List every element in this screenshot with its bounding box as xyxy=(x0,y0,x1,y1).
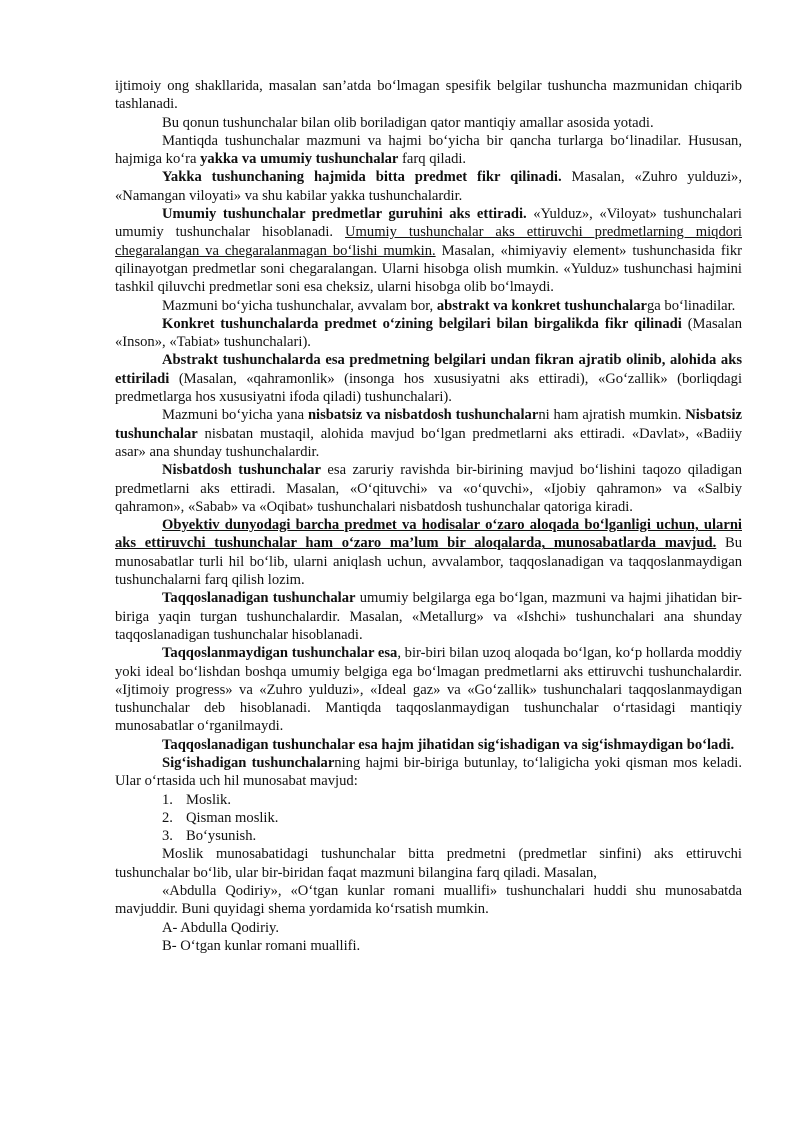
paragraph xyxy=(115,168,742,205)
list-item xyxy=(115,809,742,827)
paragraph xyxy=(115,754,742,791)
paragraph xyxy=(115,516,742,589)
numbered-list xyxy=(115,791,742,846)
text-run: Nisbatdosh tushunchalar xyxy=(162,462,321,479)
text-run: Umumiy tushunchalar aks ettiruvchi predmetlarning miqdori chegaralangan va chegaralanmagan bo‘lishi mumkin. xyxy=(115,224,742,259)
list-item-number: 1. xyxy=(162,791,173,808)
text-run: Mazmuni bo‘yicha tushunchalar, avvalam bor, xyxy=(162,297,437,314)
text-run: B- O‘tgan kunlar romani muallifi. xyxy=(162,937,361,954)
text-run: esa zaruriy ravishda bir-birining mavjud bo‘lishini taqozo qiladigan predmetlarni aks ettiradi. Masalan, «O‘qituvchi» va «o‘quvchi», «Ijobiy qahramon» va «Salbiy qahramon», «Sabab» va «Oqibat» tushunchalari nisbatdosh tushunchalar qatoriga kiradi. xyxy=(115,462,742,515)
paragraph xyxy=(115,315,742,352)
text-run: umumiy belgilarga ega bo‘lgan, mazmuni va hajmi jihatidan bir-biriga yaqin turgan tushunchalardir. Masalan, «Metallurg» va «Ishchi» tushunchalari ana shunday taqqoslanadigan tushunchalar hisoblanadi. xyxy=(115,590,742,643)
list-item-number: 2. xyxy=(162,809,173,826)
text-run: (Masalan «Inson», «Tabiat» tushunchalari). xyxy=(115,315,742,351)
paragraph xyxy=(115,351,742,406)
list-item-text: Moslik. xyxy=(186,791,232,808)
paragraph xyxy=(115,77,742,114)
text-run: Abstrakt tushunchalarda esa predmetning belgilari undan fikran ajratib olinib, alohida aks ettiriladi xyxy=(115,352,742,387)
text-run: nisbatan mustaqil, alohida mavjud bo‘lgan predmetlarni aks ettiradi. «Davlat», «Badiiy asar» ana shunday tushunchalardir. xyxy=(115,425,742,460)
text-run: A- Abdulla Qodiriy. xyxy=(162,919,280,936)
text-run: Bu qonun tushunchalar bilan olib boriladigan qator mantiqiy amallar asosida yotadi. xyxy=(162,114,654,131)
paragraphs-before-list xyxy=(115,77,742,791)
paragraph xyxy=(115,205,742,296)
text-run: «Yulduz», «Viloyat» tushunchalari umumiy tushunchalar hisoblanadi. xyxy=(115,206,742,241)
paragraph xyxy=(115,406,742,461)
paragraphs-after-list xyxy=(115,845,742,955)
paragraph xyxy=(115,919,742,937)
text-run: Masalan, «himiyaviy element» tushunchasida fikr qilinayotgan predmetlar soni chegaralangan. Ularni hisobga olish mumkin. «Yulduz» tushunchasi hajmini tashkil qiluvchi predmetlar soni esa cheksiz, ularni hisobga olib bo‘lmaydi. xyxy=(115,242,742,296)
document-body xyxy=(115,77,742,955)
paragraph xyxy=(115,114,742,132)
text-run: Mazmuni bo‘yicha yana xyxy=(162,407,308,424)
text-run: ning hajmi bir-biriga butunlay, to‘laligicha yoki qisman mos keladi. Ular o‘rtasida uch hil munosabat mavjud: xyxy=(115,754,742,790)
text-run: Masalan, «Zuhro yulduzi», «Namangan viloyati» va shu kabilar yakka tushunchalardir. xyxy=(115,169,742,204)
list-item-number: 3. xyxy=(162,828,173,845)
text-run: , bir-biri bilan uzoq aloqada bo‘lgan, ko‘p hollarda moddiy yoki ideal bo‘lishdan boshqa umumiy belgiga ega bo‘lmagan predmetlarni aks ettiruvchi tushunchalardir. «Ijtimoiy progress» va «Zuhro yulduzi», «Ideal gaz» va «Go‘zallik» tushunchalari taqqoslanmaydigan tushunchalar deb hisoblanadi. Mantiqda taqqoslanmaydigan tushunchalar o‘rtasidagi mantiqiy munosabatlar o‘rganilmaydi. xyxy=(115,645,742,735)
paragraph xyxy=(115,644,742,735)
text-run: Umumiy tushunchalar predmetlar guruhini aks ettiradi. xyxy=(162,206,527,223)
list-item-text: Bo‘ysunish. xyxy=(186,828,257,845)
paragraph xyxy=(115,882,742,919)
paragraph xyxy=(115,132,742,169)
text-run: Taqqoslanmaydigan tushunchalar esa xyxy=(162,645,398,662)
list-item xyxy=(115,791,742,809)
text-run: yakka va umumiy tushunchalar xyxy=(200,151,399,168)
paragraph xyxy=(115,589,742,644)
paragraph xyxy=(115,845,742,882)
text-run: ijtimoiy ong shakllarida, masalan san’atda bo‘lmagan spesifik belgilar tushuncha mazmunidan chiqarib tashlanadi. xyxy=(115,78,742,113)
text-run: Yakka tushunchaning hajmida bitta predmet fikr qilinadi. xyxy=(162,169,562,186)
text-run: abstrakt va konkret tushunchalar xyxy=(436,297,647,314)
text-run: Bu munosabatlar turli hil bo‘lib, ularni aniqlash uchun, avvalambor, taqqoslanadigan va taqqoslanmaydigan tushunchalarni farq qilish lozim. xyxy=(115,535,742,589)
text-run: nisbatsiz va nisbatdosh tushunchalar xyxy=(307,407,539,424)
text-run: Nisbatsiz tushunchalar xyxy=(115,407,743,442)
text-run: Obyektiv dunyodagi barcha predmet va hodisalar o‘zaro aloqada bo‘lganligi uchun, ularni aks ettiruvchi tushunchalar ham o‘zaro ma’lum bir aloqalarda, munosabatlarda mavjud. xyxy=(115,517,742,552)
paragraph xyxy=(115,297,742,315)
list-item-text: Qisman moslik. xyxy=(186,809,279,826)
text-run: (Masalan, «qahramonlik» (insonga hos xususiyatni aks ettiradi), «Go‘zallik» (borliqdagi predmetlarga hos xususiyatni ifoda qiladi) tushunchalari). xyxy=(115,370,742,406)
text-run: Sig‘ishadigan tushunchalar xyxy=(162,754,335,771)
text-run: Konkret tushunchalarda predmet o‘zining belgilari bilan birgalikda fikr qilinadi xyxy=(162,315,682,332)
text-run: Taqqoslanadigan tushunchalar esa hajm jihatidan sig‘ishadigan va sig‘ishmaydigan bo‘ladi. xyxy=(162,736,735,753)
list-item xyxy=(115,827,742,845)
text-run: Mantiqda tushunchalar mazmuni va hajmi bo‘yicha bir qancha turlarga bo‘linadilar. Hususan, hajmiga ko‘ra xyxy=(115,132,742,168)
text-run: farq qiladi. xyxy=(398,151,467,168)
paragraph xyxy=(115,461,742,516)
text-run: ga bo‘linadilar. xyxy=(646,297,736,314)
text-run: Taqqoslanadigan tushunchalar xyxy=(162,590,356,607)
text-run: ni ham ajratish mumkin. xyxy=(538,407,686,424)
paragraph xyxy=(115,736,742,754)
text-run: Moslik munosabatidagi tushunchalar bitta predmetni (predmetlar sinfini) aks ettiruvchi tushunchalar bo‘lib, ular bir-biridan faqat mazmuni bilangina farq qiladi. Masalan, xyxy=(115,846,742,881)
paragraph xyxy=(115,937,742,955)
text-run: «Abdulla Qodiriy», «O‘tgan kunlar romani muallifi» tushunchalari huddi shu munosabatda mavjuddir. Buni quyidagi shema yordamida ko‘rsatish mumkin. xyxy=(115,883,742,918)
